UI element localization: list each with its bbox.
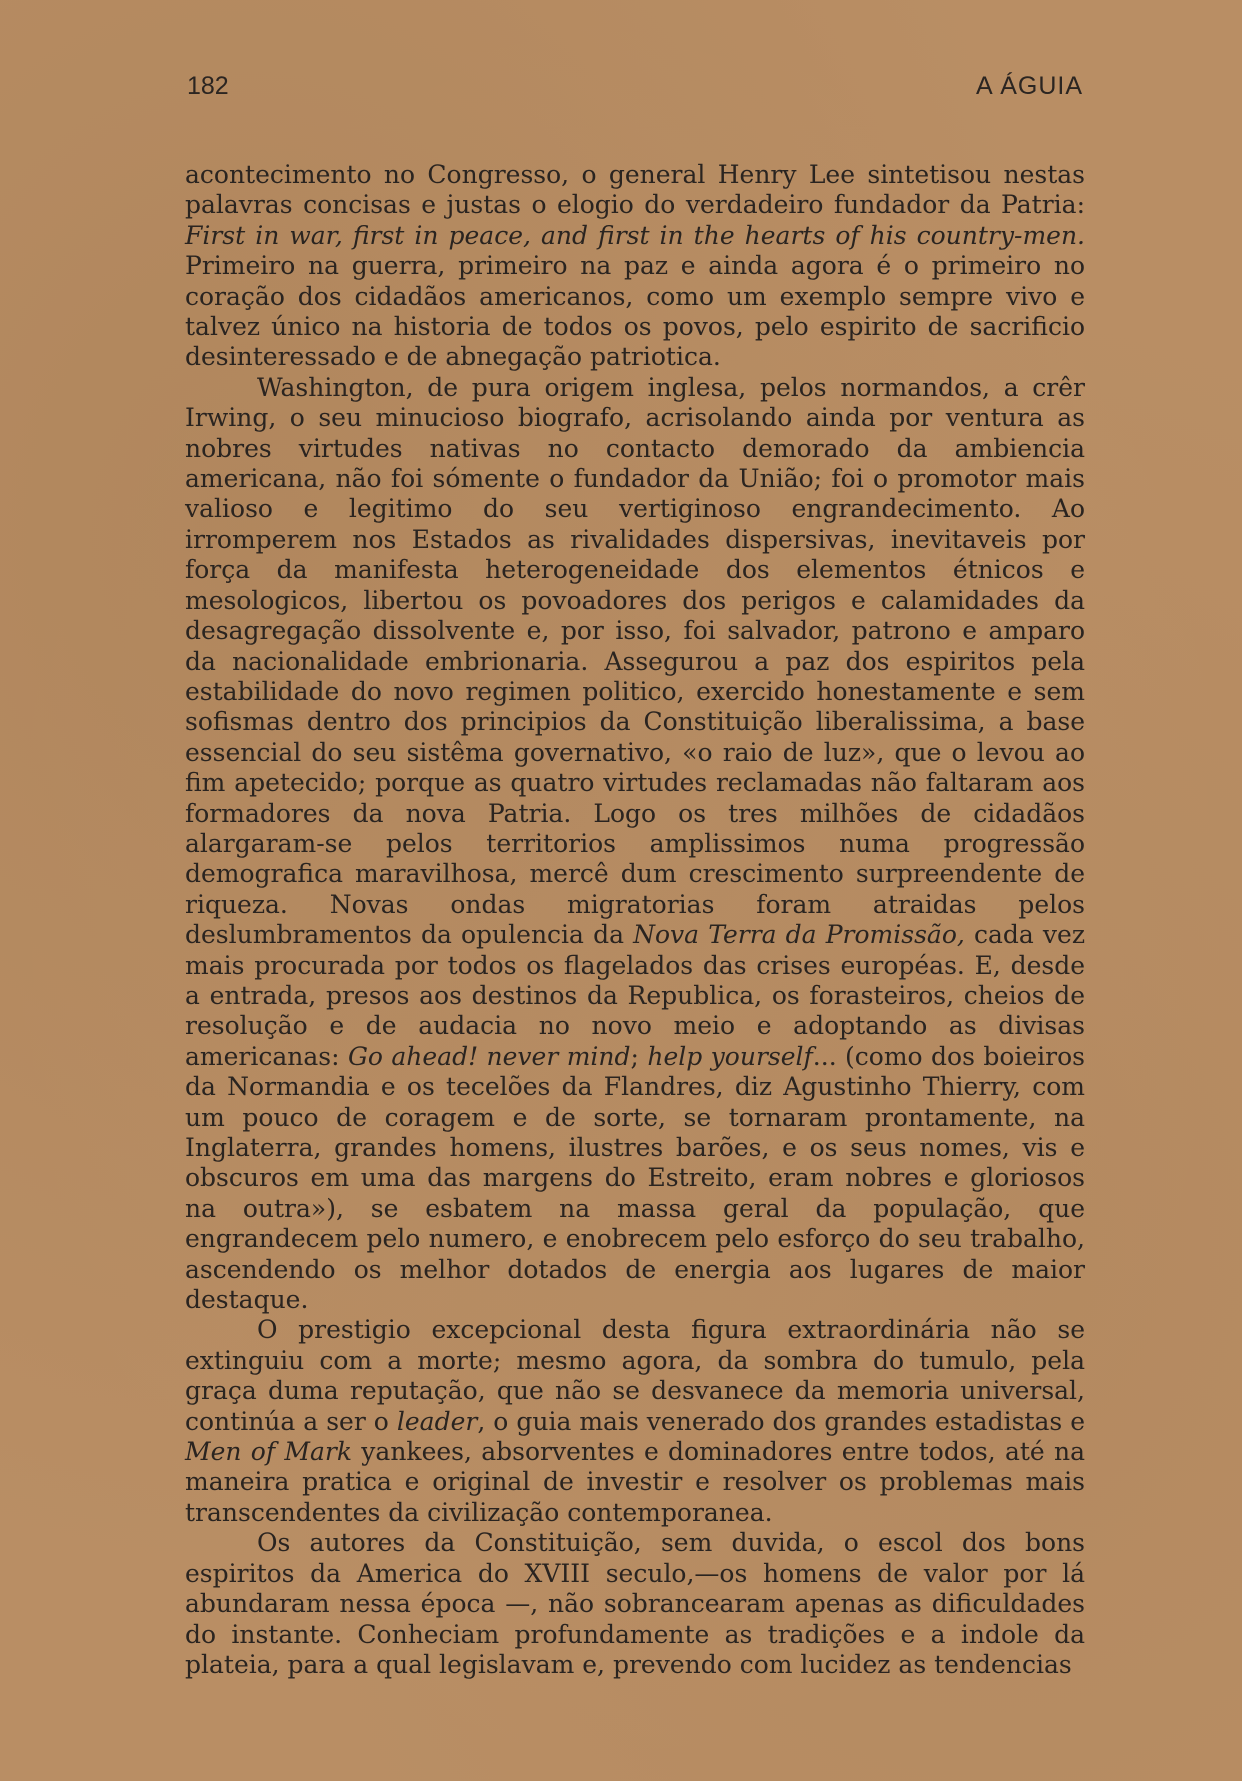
text-run: acontecimento no Congresso, o general Henry Lee sintetisou nestas palavras concisas e justas o elogio do verdadeiro fundador da Patria: <box>185 160 1085 220</box>
paragraph <box>185 1528 1085 1680</box>
text-run: Os autores da Constituição, sem duvida, o escol dos bons espiritos da America do XVIII seculo,—os homens de valor por lá abundaram nessa época —, não sobrancearam apenas as dificuldades do instante. Conheciam profundamente as tradições e a indole da plateia, para a qual legislavam e, prevendo com lucidez as tendencias <box>185 1528 1085 1679</box>
page-number: 182 <box>187 72 229 100</box>
quote-italic: Men of Mark <box>185 1437 352 1467</box>
paragraph <box>185 1315 1085 1528</box>
quote-italic: First in war, first in peace, and first in the hearts of his country-men. <box>185 220 1085 250</box>
running-title: A ÁGUIA <box>975 72 1083 100</box>
text-run: cada vez mais procurada por todos os flagelados das crises européas. E, desde a entrada, presos aos destinos da Republica, os forasteiros, cheios de resolução e de audacia no novo meio e adoptando as divisas americanas: <box>185 920 1085 1071</box>
text-run: ; <box>630 1041 648 1071</box>
text-run: , o guia mais venerado dos grandes estadistas e <box>477 1406 1085 1436</box>
body-text <box>185 160 1085 1680</box>
quote-italic: Go ahead! never mind <box>347 1041 631 1071</box>
text-run: Washington, de pura origem inglesa, pelos normandos, a crêr Irwing, o seu minucioso biografo, acrisolando ainda por ventura as nobres virtudes nativas no contacto demorado da ambiencia americana, não foi sómente o fundador da União; foi o promotor mais valioso e legitimo do seu vertiginoso engrandecimento. Ao irromperem nos Estados as rivalidades dispersivas, inevitaveis por força da manifesta heterogeneidade dos elementos étnicos e mesologicos, libertou os povoadores dos perigos e calamidades da desagregação dissolvente e, por isso, foi salvador, patrono e amparo da nacionalidade embrionaria. Assegurou a paz dos espiritos pela estabilidade do novo regimen politico, exercido honestamente e sem sofismas dentro dos principios da Constituição liberalissima, a base essencial do seu sistêma governativo, «o raio de luz», que o levou ao fim apetecido; porque as quatro virtudes reclamadas não faltaram aos formadores da nova Patria. Logo os tres milhões de cidadãos alargaram-se pelos territorios amplissimos numa progressão demografica maravilhosa, mercê dum crescimento surpreendente de riqueza. Novas ondas migratorias foram atraidas pelos deslumbramentos da opulencia da <box>185 372 1085 950</box>
text-run: Primeiro na guerra, primeiro na paz e ainda agora é o primeiro no coração dos cidadãos americanos, como um exemplo sempre vivo e talvez único na historia de todos os povos, pelo espirito de sacrificio desinteressado e de abnegação patriotica. <box>185 251 1085 372</box>
text-run: ... (como dos boieiros da Normandia e os tecelões da Flandres, diz Agustinho Thierry, com um pouco de coragem e de sorte, se tornaram prontamente, na Inglaterra, grandes homens, ilustres barões, e os seus nomes, vis e obscuros em uma das margens do Estreito, eram nobres e gloriosos na outra»), se esbatem na massa geral da população, que engrandecem pelo numero, e enobrecem pelo esforço do seu trabalho, ascendendo os melhor dotados de energia aos lugares de maior destaque. <box>185 1041 1085 1315</box>
quote-italic: leader <box>396 1406 478 1436</box>
paragraph <box>185 373 1085 1316</box>
paragraph <box>185 160 1085 373</box>
quote-italic: help yourself <box>647 1041 813 1071</box>
text-run: yankees, absorventes e dominadores entre todos, até na maneira pratica e original de investir e resolver os problemas mais transcendentes da civilização contemporanea. <box>185 1437 1085 1527</box>
text-run: O prestigio excepcional desta figura extraordinária não se extinguiu com a morte; mesmo agora, da sombra do tumulo, pela graça duma reputação, que não se desvanece da memoria universal, continúa a ser o <box>185 1315 1085 1436</box>
quote-italic: Nova Terra da Promissão, <box>633 920 965 950</box>
